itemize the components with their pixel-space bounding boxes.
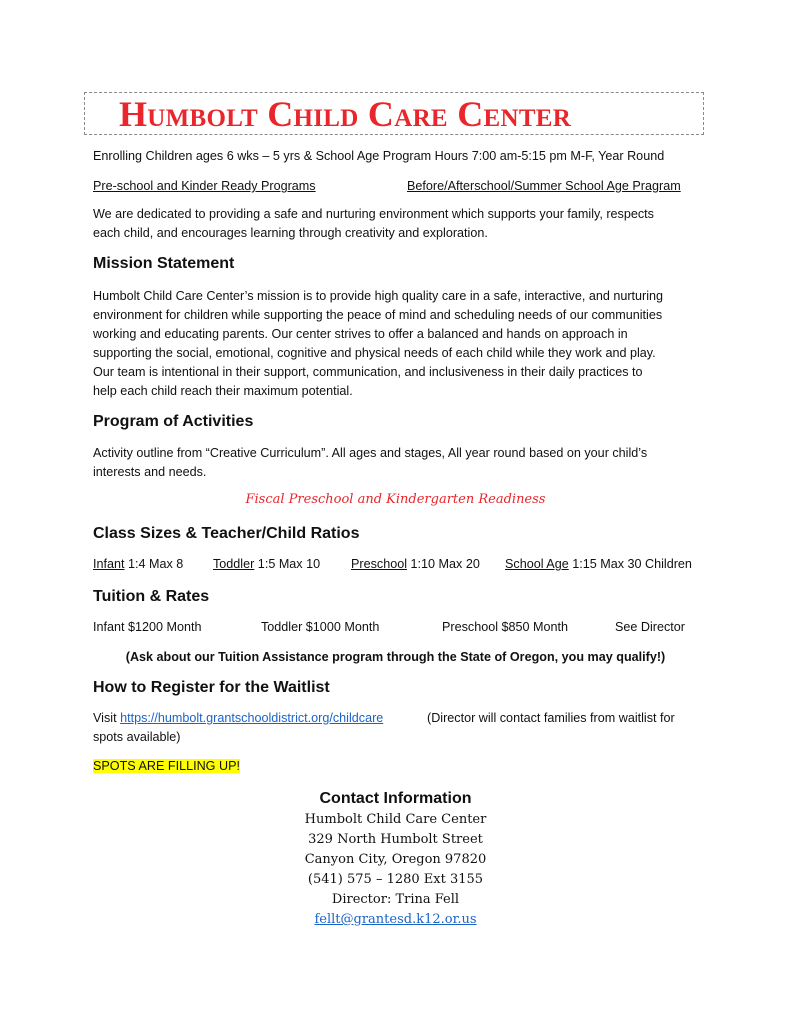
tuition-school-age: See Director	[615, 620, 685, 634]
mission-line: supporting the social, emotional, cognitive and physical needs of each child while they work and play.	[93, 346, 656, 360]
waitlist-heading: How to Register for the Waitlist	[93, 679, 330, 696]
ratio-label: Infant	[93, 557, 125, 571]
ratio-school-age	[505, 557, 692, 571]
waitlist-note-cont: spots available)	[93, 730, 181, 744]
contact-name: Humbolt Child Care Center	[304, 812, 487, 827]
activities-line: interests and needs.	[93, 465, 207, 479]
ratio-value: 1:10 Max 20	[407, 557, 480, 571]
ratio-preschool	[351, 557, 480, 571]
mission-line: Humbolt Child Care Center’s mission is to provide high quality care in a safe, interactive, and nurturing	[93, 289, 664, 303]
ratio-label: Toddler	[213, 557, 255, 571]
tuition-heading: Tuition & Rates	[93, 588, 210, 605]
program-school-age: Before/Afterschool/Summer School Age Pragram	[407, 179, 681, 193]
mission-paragraph	[93, 287, 703, 401]
tuition-preschool: Preschool $850 Month	[442, 620, 569, 634]
program-preschool: Pre-school and Kinder Ready Programs	[93, 179, 316, 193]
activities-line: Activity outline from “Creative Curriculum”. All ages and stages, All year round based on your child’s	[93, 446, 648, 460]
ratio-value: 1:15 Max 30 Children	[568, 557, 692, 571]
tuition-assistance-note: (Ask about our Tuition Assistance program through the State of Oregon, you may qualify!)	[125, 650, 666, 664]
ratio-toddler	[213, 557, 320, 571]
contact-heading: Contact Information	[319, 790, 472, 807]
tuition-infant: Infant $1200 Month	[93, 620, 202, 634]
readiness-tagline: Fiscal Preschool and Kindergarten Readiness	[245, 492, 546, 507]
intro-line: We are dedicated to providing a safe and nurturing environment which supports your family, respects	[93, 207, 654, 221]
page-title: Humbolt Child Care Center	[119, 94, 572, 134]
ratio-value: 1:5 Max 10	[254, 557, 321, 571]
intro-paragraph	[93, 205, 703, 243]
mission-line: help each child reach their maximum potential.	[93, 384, 353, 398]
mission-line: Our team is intentional in their support, communication, and inclusiveness in their daily practices to	[93, 365, 643, 379]
waitlist-link[interactable]: https://humbolt.grantschooldistrict.org/childcare	[120, 711, 384, 725]
waitlist-note: (Director will contact families from waitlist for	[427, 711, 675, 725]
ratio-infant	[93, 557, 183, 571]
ratio-label: School Age	[505, 557, 569, 571]
ratios-heading: Class Sizes & Teacher/Child Ratios	[93, 525, 360, 542]
tuition-toddler: Toddler $1000 Month	[261, 620, 380, 634]
contact-block	[0, 788, 791, 930]
mission-heading: Mission Statement	[93, 255, 235, 272]
contact-phone: (541) 575 – 1280 Ext 3155	[307, 872, 484, 887]
mission-line: working and educating parents. Our center strives to offer a balanced and hands on approach in	[93, 327, 628, 341]
spots-alert-text: SPOTS ARE FILLING UP!	[93, 759, 240, 773]
ratio-value: 1:4 Max 8	[124, 557, 184, 571]
contact-street: 329 North Humbolt Street	[308, 832, 483, 847]
spots-alert	[93, 759, 240, 773]
title-box	[84, 92, 704, 135]
contact-director: Director: Trina Fell	[331, 892, 460, 907]
activities-heading: Program of Activities	[93, 413, 254, 430]
intro-line: each child, and encourages learning through creativity and exploration.	[93, 226, 488, 240]
mission-line: environment for children while supporting the peace of mind and scheduling needs of our communities	[93, 308, 663, 322]
waitlist-visit	[93, 711, 383, 725]
ratio-label: Preschool	[351, 557, 408, 571]
contact-email-link[interactable]: fellt@grantesd.k12.or.us	[314, 912, 477, 927]
visit-label: Visit	[93, 711, 121, 725]
activities-paragraph	[93, 444, 703, 482]
enrolling-info: Enrolling Children ages 6 wks – 5 yrs & School Age Program Hours 7:00 am-5:15 pm M-F, Year Round	[93, 149, 665, 163]
contact-city: Canyon City, Oregon 97820	[304, 852, 487, 867]
